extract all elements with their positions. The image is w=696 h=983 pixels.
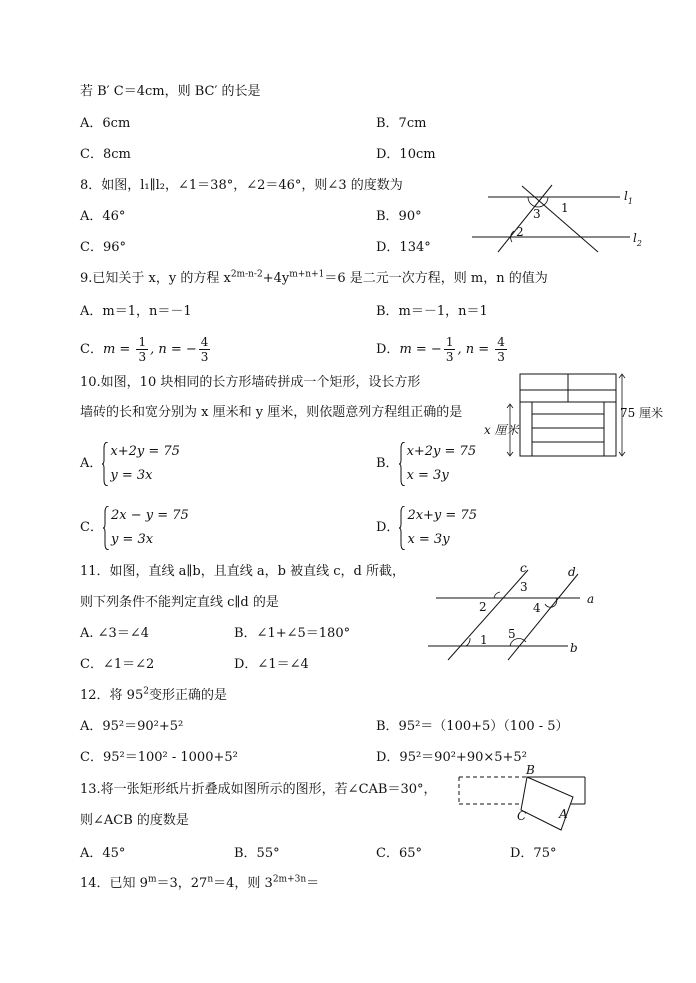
q10-height-label: 75 厘米 bbox=[620, 406, 664, 420]
q10-a-eq1: x+2y = 75 bbox=[110, 444, 180, 459]
q10-d-label: D． bbox=[376, 520, 400, 535]
q9-c-m-num: 1 bbox=[138, 335, 147, 349]
q9-option-a[interactable]: A．m＝1，n＝－1 bbox=[80, 304, 192, 319]
q8-l1-label: l bbox=[624, 189, 628, 203]
q10-d-eq2: x = 3y bbox=[407, 532, 450, 547]
q8-l1-sub: 1 bbox=[627, 197, 633, 206]
q14-stem-post: ＝ bbox=[306, 876, 320, 891]
brace-icon bbox=[102, 442, 109, 486]
q9-d-label: D． bbox=[376, 342, 400, 357]
q9-c-label: C． bbox=[80, 342, 103, 357]
q13-point-a-label: A bbox=[559, 807, 568, 821]
q13-option-b[interactable]: B．55° bbox=[234, 846, 280, 861]
q14-stem bbox=[80, 876, 319, 892]
q10-option-d[interactable] bbox=[376, 504, 477, 552]
q11-line-c-label: c bbox=[520, 561, 527, 575]
q11-angle-1-label: 1 bbox=[480, 633, 488, 647]
q13-stem-line1: 13.将一张矩形纸片折叠成如图所示的图形，若∠CAB＝30°， bbox=[80, 782, 437, 797]
q9-stem-mid: +4y bbox=[262, 271, 290, 286]
q11-angle-5-label: 5 bbox=[508, 627, 516, 641]
q10-b-label: B． bbox=[376, 456, 399, 471]
q8-option-a[interactable]: A．46° bbox=[80, 209, 126, 224]
q14-stem-mid2: ＝4，则 3 bbox=[213, 876, 273, 891]
q9-exp2: m+n+1 bbox=[289, 269, 325, 280]
q9-c-m-frac bbox=[136, 335, 148, 364]
q9-c-n-frac bbox=[199, 335, 211, 364]
q8-option-c[interactable]: C．96° bbox=[80, 240, 126, 255]
q12-option-b[interactable]: B．95²＝（100+5）（100 - 5） bbox=[376, 719, 569, 734]
q9-d-m-frac bbox=[444, 335, 456, 364]
q10-d-eq1: 2x+y = 75 bbox=[407, 508, 477, 523]
q7-option-b[interactable]: B．7cm bbox=[376, 116, 427, 131]
q14-stem-mid1: ＝3，27 bbox=[156, 876, 208, 891]
q8-option-b[interactable]: B．90° bbox=[376, 209, 422, 224]
q12-stem-pre: 12．将 95 bbox=[80, 688, 144, 703]
q10-b-eq1: x+2y = 75 bbox=[406, 444, 477, 459]
brace-icon bbox=[399, 506, 406, 550]
q10-b-eq2: x = 3y bbox=[406, 468, 449, 483]
q9-option-c[interactable] bbox=[80, 333, 212, 367]
q10-b-system bbox=[399, 440, 477, 488]
svg-text:l1 bbox=[624, 189, 633, 206]
q8-option-d[interactable]: D．134° bbox=[376, 240, 431, 255]
q8-angle-3-label: 3 bbox=[533, 207, 541, 221]
q9-stem-pre: 9.已知关于 x，y 的方程 x bbox=[80, 271, 231, 286]
q10-a-eq2: y = 3x bbox=[110, 468, 153, 483]
q11-option-a[interactable]: A. ∠3＝∠4 bbox=[80, 626, 149, 641]
q10-c-eq1: 2x − y = 75 bbox=[110, 508, 189, 523]
q8-l2-label: l bbox=[633, 231, 637, 245]
q9-stem-post: ＝6 是二元一次方程，则 m，n 的值为 bbox=[324, 271, 548, 286]
q8-stem: 8．如图，l₁∥l₂，∠1＝38°，∠2＝46°，则∠3 的度数为 bbox=[80, 178, 403, 193]
q10-c-eq2: y = 3x bbox=[110, 532, 154, 547]
q8-parallel-lines-figure bbox=[470, 180, 650, 255]
q13-folded-paper-figure bbox=[455, 764, 595, 834]
q9-c-m: m = bbox=[102, 342, 135, 357]
q14-sup2: n bbox=[207, 874, 214, 885]
q11-angle-4-label: 4 bbox=[533, 601, 541, 615]
q8-l2-sub: 2 bbox=[636, 239, 642, 248]
q11-stem-line2: 则下列条件不能判定直线 c∥d 的是 bbox=[80, 595, 279, 610]
q10-option-a[interactable] bbox=[80, 440, 180, 488]
q12-option-d[interactable]: D．95²＝90²+90×5+5² bbox=[376, 750, 527, 765]
q13-point-c-label: C bbox=[517, 809, 527, 823]
q13-option-d[interactable]: D．75° bbox=[510, 846, 557, 861]
q13-option-a[interactable]: A．45° bbox=[80, 846, 126, 861]
q13-point-b-label: B bbox=[526, 763, 535, 777]
q12-stem-sup: 2 bbox=[143, 686, 149, 697]
brace-icon bbox=[103, 506, 110, 550]
q14-sup1: m bbox=[147, 874, 157, 885]
q14-sup3: 2m+3n bbox=[272, 874, 307, 885]
q9-d-n-den: 3 bbox=[497, 350, 505, 364]
q10-c-system bbox=[103, 504, 189, 552]
q13-option-c[interactable]: C．65° bbox=[376, 846, 422, 861]
q9-c-n: , n = − bbox=[150, 342, 197, 357]
q12-option-c[interactable]: C．95²＝100² - 1000+5² bbox=[80, 750, 238, 765]
q11-transversals-figure bbox=[420, 561, 595, 660]
q10-stem-line2: 墙砖的长和宽分别为 x 厘米和 y 厘米，则依题意列方程组正确的是 bbox=[80, 405, 463, 420]
q11-option-d[interactable]: D．∠1＝∠4 bbox=[234, 657, 309, 672]
q9-d-m-den: 3 bbox=[445, 350, 454, 364]
q9-stem bbox=[80, 271, 548, 287]
q11-line-d-label: d bbox=[568, 565, 576, 579]
q10-a-system bbox=[102, 440, 180, 488]
q14-stem-pre: 14．已知 9 bbox=[80, 876, 148, 891]
q12-stem bbox=[80, 688, 227, 704]
q10-c-label: C． bbox=[80, 520, 103, 535]
svg-text:l2 bbox=[633, 231, 642, 248]
q12-option-a[interactable]: A．95²＝90²+5² bbox=[80, 719, 184, 734]
q9-exp1: 2m-n-2 bbox=[230, 269, 263, 280]
q10-option-c[interactable] bbox=[80, 504, 189, 552]
q9-c-m-den: 3 bbox=[138, 350, 147, 364]
q11-angle-3-label: 3 bbox=[520, 580, 528, 594]
q8-angle-1-label: 1 bbox=[561, 201, 569, 215]
q11-line-b-label: b bbox=[570, 641, 578, 655]
q7-option-a[interactable]: A．6cm bbox=[80, 116, 131, 131]
q9-d-m-num: 1 bbox=[445, 335, 454, 349]
q11-stem-line1: 11．如图，直线 a∥b，且直线 a，b 被直线 c，d 所截， bbox=[80, 564, 405, 579]
q9-option-d[interactable] bbox=[376, 333, 509, 367]
q10-brick-wall-figure bbox=[484, 372, 664, 460]
q11-option-b[interactable]: B．∠1+∠5＝180° bbox=[234, 626, 351, 641]
q9-d-n-frac bbox=[495, 335, 507, 364]
q9-c-n-den: 3 bbox=[200, 350, 209, 364]
q7-option-c[interactable]: C．8cm bbox=[80, 147, 131, 162]
q8-angle-2-label: 2 bbox=[516, 225, 524, 239]
q9-c-n-num: 4 bbox=[200, 335, 209, 349]
q9-d-m: m = − bbox=[399, 342, 442, 357]
q11-line-a-label: a bbox=[587, 592, 595, 606]
q10-stem-line1: 10.如图，10 块相同的长方形墙砖拼成一个矩形，设长方形 bbox=[80, 375, 421, 390]
q11-option-c[interactable]: C．∠1＝∠2 bbox=[80, 657, 155, 672]
q10-option-b[interactable] bbox=[376, 440, 476, 488]
q10-a-label: A． bbox=[80, 456, 103, 471]
q12-stem-post: 变形正确的是 bbox=[148, 688, 227, 703]
q10-d-system bbox=[399, 504, 477, 552]
q7-stem: 若 B′ C＝4cm，则 BC′ 的长是 bbox=[80, 84, 261, 99]
q13-stem-line2: 则∠ACB 的度数是 bbox=[80, 813, 189, 828]
q9-d-n-num: 4 bbox=[497, 335, 505, 349]
brace-icon bbox=[399, 442, 406, 486]
q11-angle-2-label: 2 bbox=[479, 600, 487, 614]
q9-option-b[interactable]: B．m＝－1，n＝1 bbox=[376, 304, 488, 319]
q10-width-label: x 厘米 bbox=[484, 423, 519, 437]
q7-option-d[interactable]: D．10cm bbox=[376, 147, 436, 162]
q9-d-n: , n = bbox=[457, 342, 494, 357]
